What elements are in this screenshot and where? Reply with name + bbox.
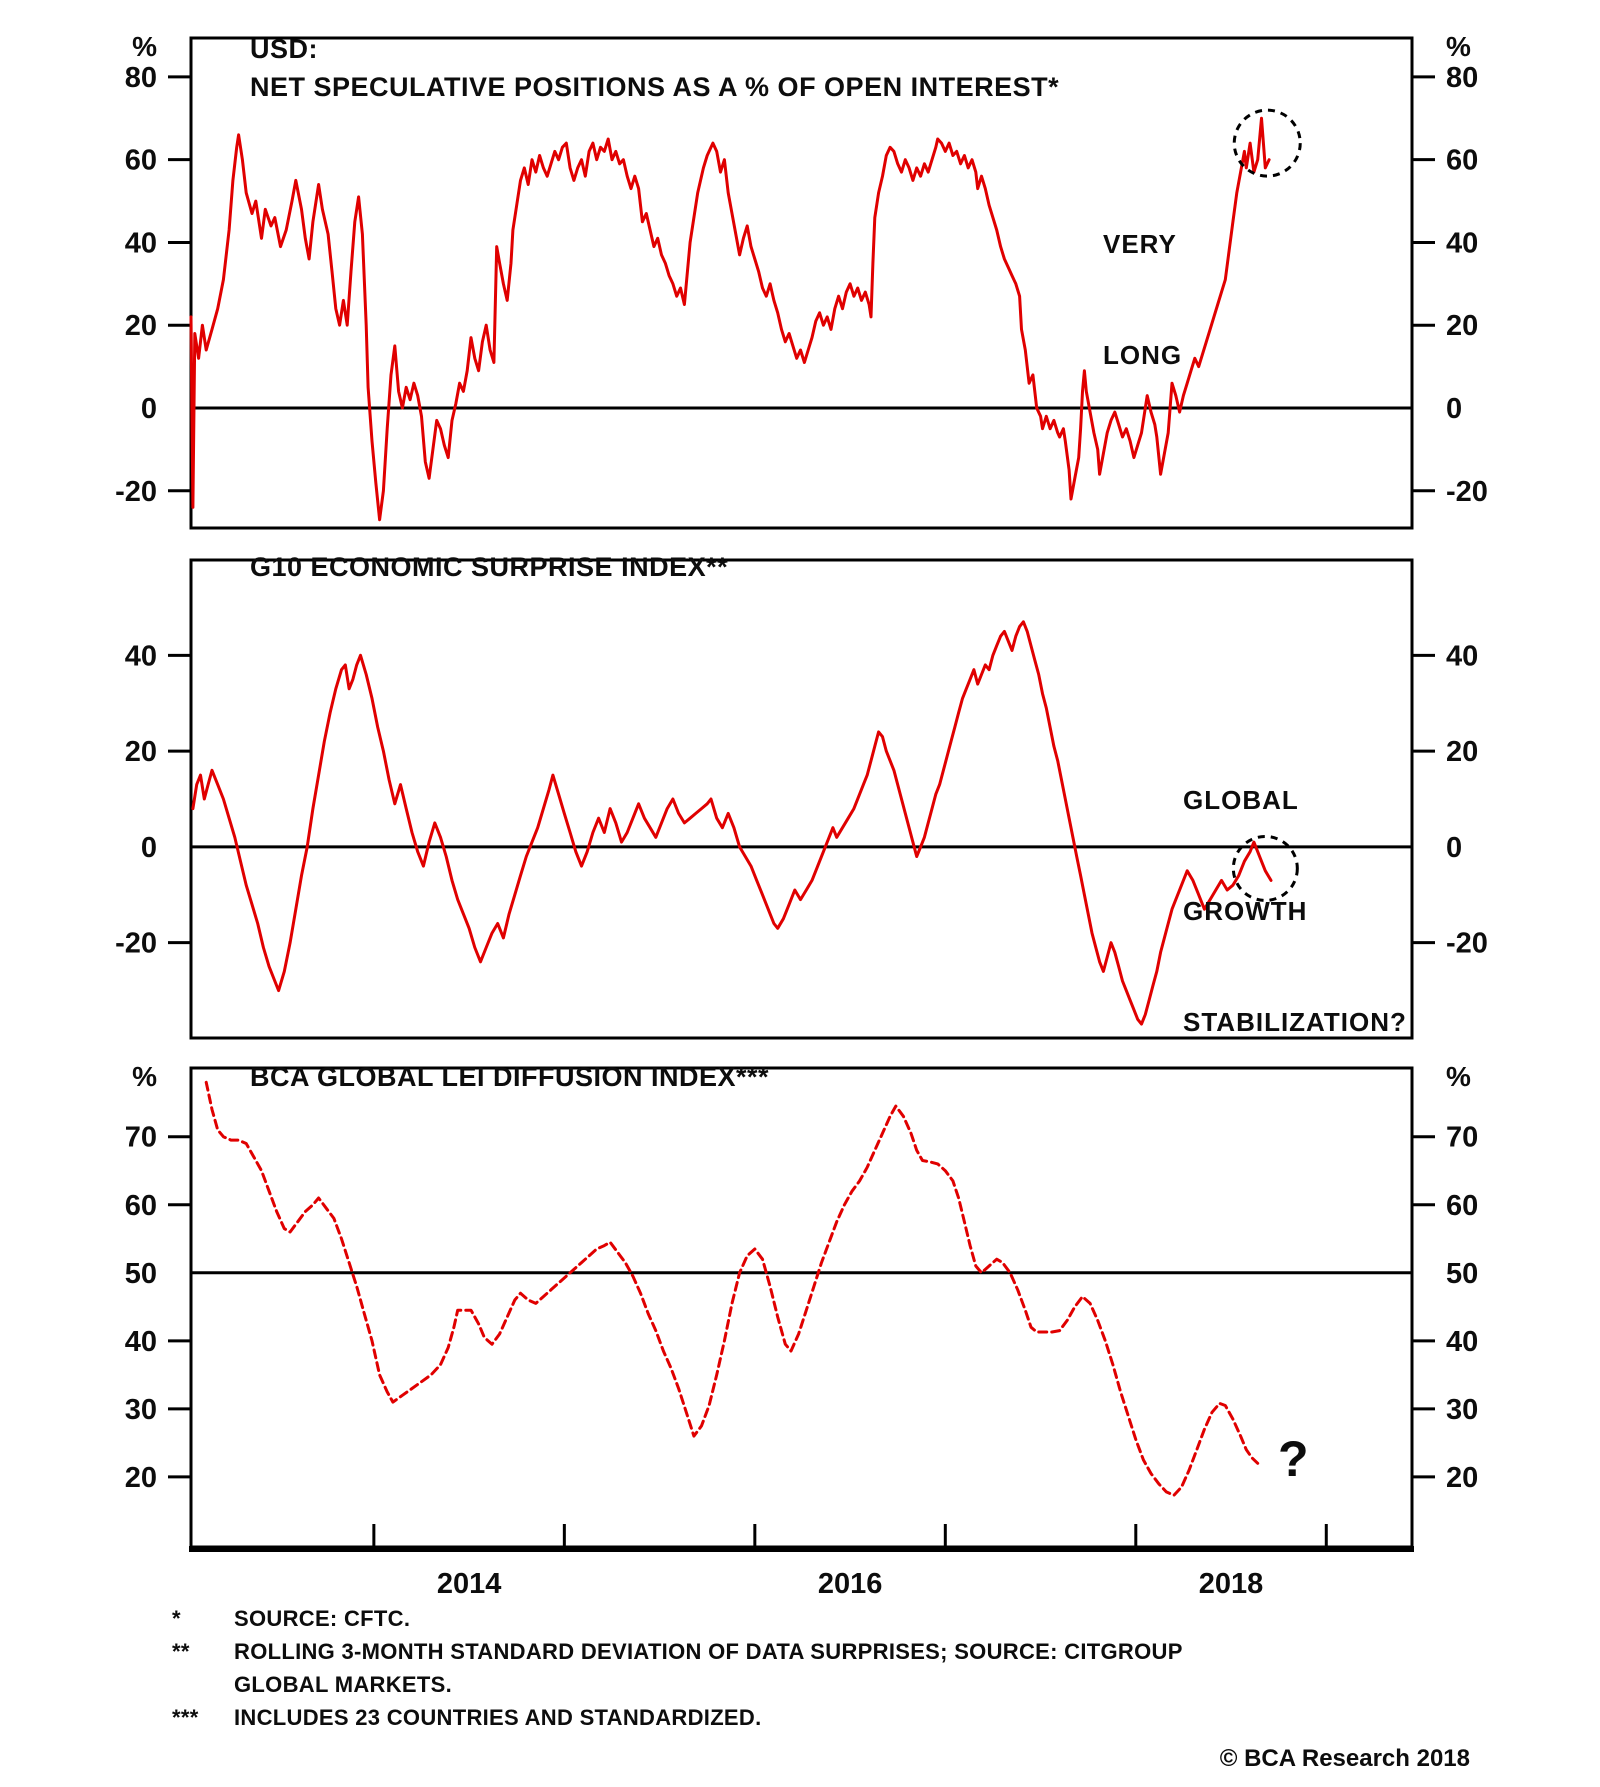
footnote-row bbox=[172, 1602, 1332, 1635]
footnote-text: ROLLING 3-MONTH STANDARD DEVIATION OF DATA SURPRISES; SOURCE: CITGROUP GLOBAL MARKETS. bbox=[234, 1639, 1183, 1697]
panel1-title-line1: USD: bbox=[250, 34, 318, 64]
footnote-marker: *** bbox=[172, 1705, 199, 1730]
y-tick-label-left: 40 bbox=[124, 640, 157, 673]
footnote-marker: ** bbox=[172, 1639, 190, 1664]
footnote-marker: * bbox=[172, 1606, 181, 1631]
y-tick-label-right: 0 bbox=[1446, 831, 1463, 864]
footnote-row bbox=[172, 1635, 1332, 1701]
panel1-title-line2: NET SPECULATIVE POSITIONS AS A % OF OPEN INTEREST* bbox=[250, 72, 1060, 102]
footnotes-block bbox=[172, 1602, 1332, 1734]
y-tick-label-right: 70 bbox=[1446, 1121, 1479, 1154]
annotation-global-growth bbox=[1183, 708, 1407, 1115]
y-tick-label-right: 40 bbox=[1446, 640, 1479, 673]
unit-label-right: % bbox=[1446, 1061, 1471, 1092]
unit-label-left: % bbox=[132, 31, 157, 62]
y-tick-label-left: 60 bbox=[124, 1189, 157, 1222]
y-tick-label-left: 0 bbox=[140, 392, 157, 425]
annotation-very-long bbox=[1103, 152, 1182, 448]
x-tick-label: 2016 bbox=[817, 1568, 883, 1600]
annotation-very-long-line1: VERY bbox=[1103, 229, 1177, 259]
x-tick-label: 2018 bbox=[1198, 1568, 1264, 1600]
footnote-row bbox=[172, 1701, 1332, 1734]
g10-economic-surprise-index-series-line bbox=[193, 622, 1271, 1024]
y-tick-label-left: 60 bbox=[124, 144, 157, 177]
y-tick-label-right: 60 bbox=[1446, 1189, 1479, 1222]
y-tick-label-right: 20 bbox=[1446, 310, 1479, 343]
annotation-global-line1: GLOBAL bbox=[1183, 785, 1299, 815]
panel3-title: BCA GLOBAL LEI DIFFUSION INDEX*** bbox=[250, 1062, 770, 1092]
x-tick-label: 2014 bbox=[436, 1568, 502, 1600]
annotation-question-mark: ? bbox=[1278, 1431, 1309, 1487]
y-tick-label-left: 40 bbox=[124, 1325, 157, 1358]
annotation-global-line2: GROWTH bbox=[1183, 896, 1308, 926]
y-tick-label-left: 80 bbox=[124, 61, 157, 94]
y-tick-label-right: -20 bbox=[1446, 927, 1488, 960]
y-tick-label-left: 20 bbox=[124, 1461, 157, 1494]
y-tick-label-left: 0 bbox=[140, 831, 157, 864]
unit-label-left: % bbox=[132, 1061, 157, 1092]
y-tick-label-right: 20 bbox=[1446, 736, 1479, 769]
y-tick-label-left: -20 bbox=[115, 927, 157, 960]
y-tick-label-right: 0 bbox=[1446, 392, 1463, 425]
y-tick-label-left: 20 bbox=[124, 310, 157, 343]
y-tick-label-right: 60 bbox=[1446, 144, 1479, 177]
annotation-very-long-line2: LONG bbox=[1103, 340, 1183, 370]
y-tick-label-left: 50 bbox=[124, 1257, 157, 1290]
footnote-text: SOURCE: CFTC. bbox=[234, 1606, 411, 1631]
y-tick-label-right: 40 bbox=[1446, 227, 1479, 260]
y-tick-label-right: 20 bbox=[1446, 1461, 1479, 1494]
y-tick-label-right: 30 bbox=[1446, 1393, 1479, 1426]
y-tick-label-left: 30 bbox=[124, 1393, 157, 1426]
y-tick-label-left: 20 bbox=[124, 736, 157, 769]
copyright-notice: © BCA Research 2018 bbox=[1219, 1745, 1470, 1772]
y-tick-label-right: 80 bbox=[1446, 61, 1479, 94]
y-tick-label-right: 40 bbox=[1446, 1325, 1479, 1358]
panel2-title: G10 ECONOMIC SURPRISE INDEX** bbox=[250, 552, 729, 582]
y-tick-label-left: 40 bbox=[124, 227, 157, 260]
y-tick-label-left: 70 bbox=[124, 1121, 157, 1154]
bca-global-lei-diffusion-index-series-line bbox=[206, 1082, 1258, 1495]
y-tick-label-left: -20 bbox=[115, 475, 157, 508]
annotation-global-line3: STABILIZATION? bbox=[1183, 1007, 1407, 1037]
footnote-text: INCLUDES 23 COUNTRIES AND STANDARDIZED. bbox=[234, 1705, 762, 1730]
y-tick-label-right: 50 bbox=[1446, 1257, 1479, 1290]
y-tick-label-right: -20 bbox=[1446, 475, 1488, 508]
unit-label-right: % bbox=[1446, 31, 1471, 62]
bca-global-lei-diffusion-index-border bbox=[191, 1068, 1412, 1547]
